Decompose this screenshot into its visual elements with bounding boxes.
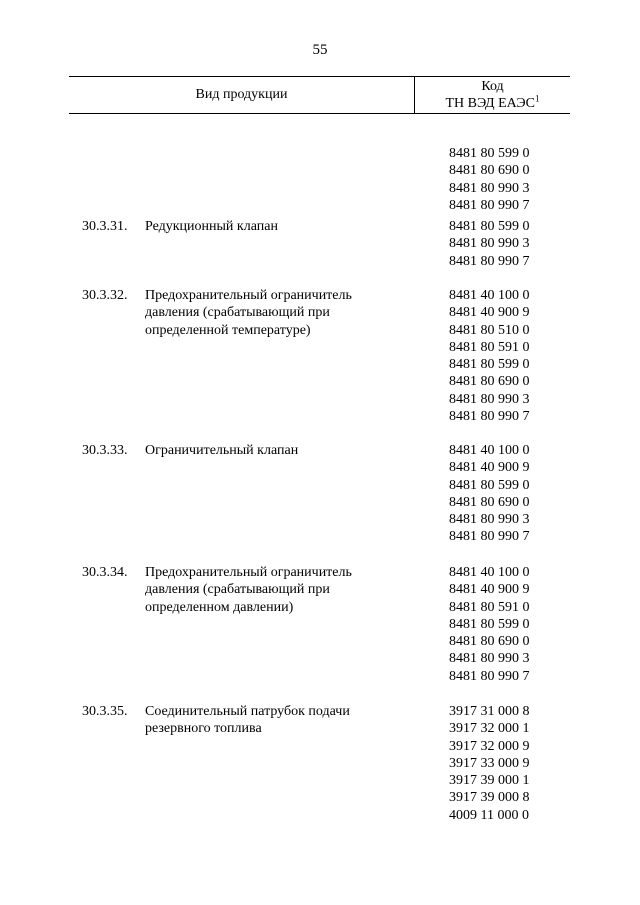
row-code: 8481 80 990 7	[449, 253, 530, 269]
row-code-list	[449, 564, 569, 685]
header-product-column: Вид продукции	[195, 87, 288, 102]
row-number: 30.3.33.	[82, 443, 128, 458]
row-code: 3917 32 000 1	[449, 721, 530, 737]
row-product-name: Соединительный патрубок подачи резервного топлива	[145, 704, 350, 737]
header-code-line1: Код	[481, 79, 504, 94]
row-code: 8481 80 599 0	[449, 357, 530, 373]
row-number: 30.3.35.	[82, 704, 128, 719]
row-code: 4009 11 000 0	[449, 807, 529, 823]
row-code: 8481 80 690 0	[449, 374, 530, 390]
row-code: 8481 80 599 0	[449, 146, 530, 161]
row-code: 8481 40 100 0	[449, 565, 530, 580]
row-code: 8481 40 100 0	[449, 443, 530, 458]
row-code: 8481 80 690 0	[449, 494, 530, 510]
row-code: 8481 80 990 7	[449, 409, 530, 425]
row-code-list	[449, 442, 569, 546]
row-number: 30.3.32.	[82, 288, 128, 303]
row-code: 8481 80 990 3	[449, 180, 530, 196]
row-code-list	[449, 145, 569, 214]
row-code: 8481 80 599 0	[449, 219, 530, 234]
row-product-name: Предохранительный ограничитель давления (срабатывающий при определенной температуре)	[145, 288, 352, 338]
row-code: 8481 80 990 3	[449, 512, 530, 528]
footnote-marker: 1	[535, 93, 540, 104]
row-number: 30.3.34.	[82, 565, 128, 580]
row-product-name: Ограничительный клапан	[145, 443, 299, 458]
row-code-list	[449, 703, 569, 824]
row-code: 8481 40 900 9	[449, 305, 530, 321]
row-product-name: Предохранительный ограничитель давления (срабатывающий при определенном давлении)	[145, 565, 352, 615]
row-code: 3917 33 000 9	[449, 755, 530, 771]
row-code: 8481 80 990 7	[449, 529, 530, 545]
row-code: 3917 39 000 1	[449, 773, 530, 789]
row-code: 8481 80 990 7	[449, 197, 530, 213]
row-code: 3917 39 000 8	[449, 790, 530, 806]
row-code: 8481 80 591 0	[449, 339, 530, 355]
row-number: 30.3.31.	[82, 219, 128, 234]
row-code: 8481 80 690 0	[449, 163, 530, 179]
row-code: 8481 80 990 3	[449, 236, 530, 252]
row-code-list	[449, 218, 569, 270]
row-code-list	[449, 287, 569, 425]
row-code: 8481 80 990 3	[449, 651, 530, 667]
row-product-name: Редукционный клапан	[145, 219, 278, 234]
row-code: 8481 80 599 0	[449, 616, 530, 632]
row-code: 3917 31 000 8	[449, 704, 530, 719]
row-code: 8481 80 690 0	[449, 634, 530, 650]
row-code: 8481 40 900 9	[449, 582, 530, 598]
row-code: 3917 32 000 9	[449, 738, 530, 754]
page-number: 55	[312, 42, 328, 58]
row-code: 8481 40 100 0	[449, 288, 530, 303]
row-code: 8481 80 599 0	[449, 477, 530, 493]
row-code: 8481 80 990 3	[449, 391, 530, 407]
header-code-line2	[415, 95, 570, 112]
row-code: 8481 80 591 0	[449, 599, 530, 615]
header-code-column	[415, 77, 570, 114]
header-code-label: ТН ВЭД ЕАЭС	[445, 96, 535, 111]
row-code: 8481 80 990 7	[449, 668, 530, 684]
row-code: 8481 80 510 0	[449, 322, 530, 338]
row-code: 8481 40 900 9	[449, 460, 530, 476]
table-header	[69, 76, 570, 114]
